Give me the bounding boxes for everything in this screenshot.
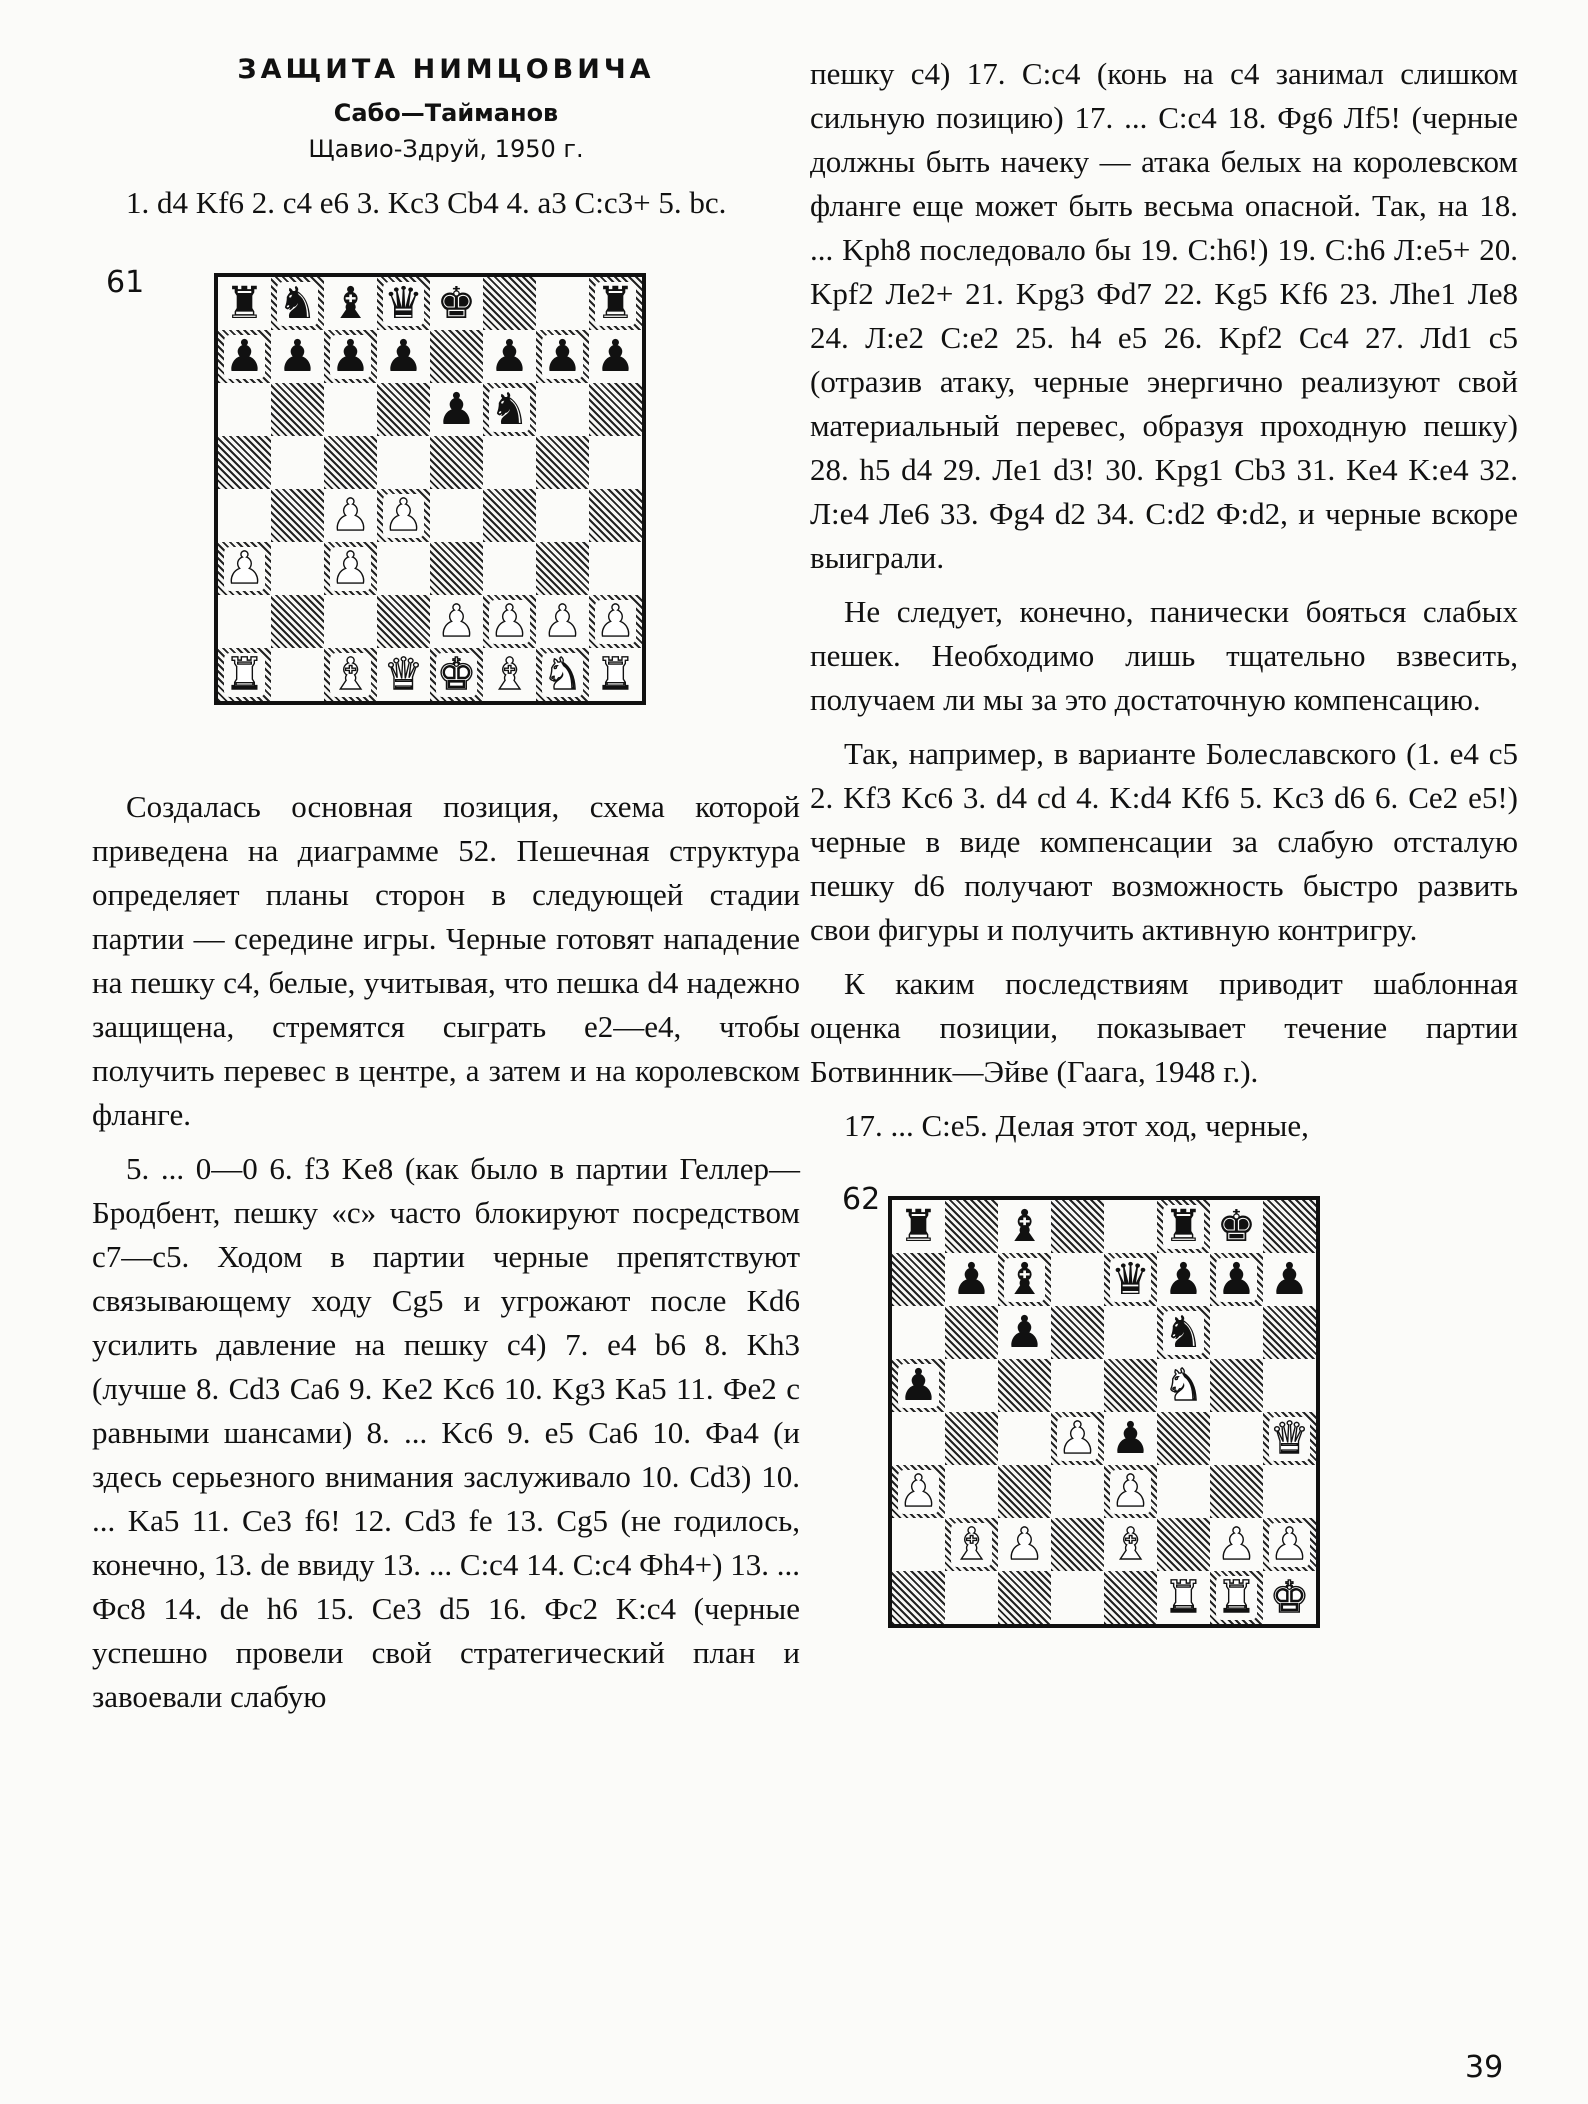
board-square xyxy=(483,489,536,542)
board-square xyxy=(1263,1518,1316,1571)
chess-board xyxy=(214,273,646,705)
board-square xyxy=(271,383,324,436)
board-square xyxy=(483,330,536,383)
board-square xyxy=(1051,1518,1104,1571)
board-square xyxy=(1104,1359,1157,1412)
white-knight-icon: ♞ xyxy=(1163,1359,1204,1411)
board-square xyxy=(1210,1253,1263,1306)
board-square xyxy=(945,1200,998,1253)
white-bishop-icon: ♝ xyxy=(1110,1518,1151,1570)
black-pawn-icon: ♟ xyxy=(330,330,371,382)
board-square xyxy=(1104,1306,1157,1359)
board-square xyxy=(1157,1306,1210,1359)
board-square xyxy=(1263,1571,1316,1624)
board-square xyxy=(1051,1465,1104,1518)
board-square xyxy=(218,277,271,330)
black-pawn-icon: ♟ xyxy=(224,330,265,382)
board-square xyxy=(1263,1306,1316,1359)
board-square xyxy=(1263,1412,1316,1465)
board-square xyxy=(536,489,589,542)
board-square xyxy=(589,542,642,595)
board-square xyxy=(1157,1200,1210,1253)
board-square xyxy=(1210,1518,1263,1571)
board-square xyxy=(218,489,271,542)
black-rook-icon: ♜ xyxy=(898,1200,939,1252)
board-square xyxy=(377,542,430,595)
page-number: 39 xyxy=(1465,2050,1504,2085)
board-square xyxy=(271,277,324,330)
board-square xyxy=(1263,1465,1316,1518)
white-queen-icon: ♛ xyxy=(1269,1412,1310,1464)
white-pawn-icon: ♟ xyxy=(1004,1518,1045,1570)
board-square xyxy=(998,1465,1051,1518)
white-pawn-icon: ♟ xyxy=(489,595,530,647)
black-pawn-icon: ♟ xyxy=(489,330,530,382)
black-queen-icon: ♛ xyxy=(1110,1253,1151,1305)
white-pawn-icon: ♟ xyxy=(330,489,371,541)
chapter-title: ЗАЩИТА НИМЦОВИЧА xyxy=(237,54,655,85)
board-square xyxy=(589,436,642,489)
white-rook-icon: ♜ xyxy=(224,648,265,700)
board-square xyxy=(430,595,483,648)
board-square xyxy=(536,648,589,701)
white-pawn-icon: ♟ xyxy=(595,595,636,647)
board-square xyxy=(536,542,589,595)
board-square xyxy=(892,1200,945,1253)
board-square xyxy=(536,330,589,383)
white-bishop-icon: ♝ xyxy=(951,1518,992,1570)
board-square xyxy=(998,1571,1051,1624)
white-pawn-icon: ♟ xyxy=(542,595,583,647)
board-square xyxy=(1263,1359,1316,1412)
board-square xyxy=(377,330,430,383)
diagram-number: 62 xyxy=(842,1182,881,1217)
board-square xyxy=(536,436,589,489)
black-rook-icon: ♜ xyxy=(1163,1200,1204,1252)
black-pawn-icon: ♟ xyxy=(1216,1253,1257,1305)
diagram-61 xyxy=(92,265,800,731)
diagram-number: 61 xyxy=(106,265,145,300)
board-square xyxy=(377,277,430,330)
board-square xyxy=(218,595,271,648)
white-rook-icon: ♜ xyxy=(595,648,636,700)
board-square xyxy=(536,383,589,436)
board-square xyxy=(218,648,271,701)
black-pawn-icon: ♟ xyxy=(383,330,424,382)
board-square xyxy=(218,436,271,489)
board-square xyxy=(536,277,589,330)
white-king-icon: ♚ xyxy=(1269,1571,1310,1623)
black-pawn-icon: ♟ xyxy=(542,330,583,382)
board-square xyxy=(892,1412,945,1465)
board-square xyxy=(483,277,536,330)
board-square xyxy=(1157,1412,1210,1465)
black-queen-icon: ♛ xyxy=(383,277,424,329)
board-square xyxy=(324,383,377,436)
board-square xyxy=(1210,1465,1263,1518)
board-square xyxy=(945,1465,998,1518)
black-knight-icon: ♞ xyxy=(489,383,530,435)
board-square xyxy=(1210,1571,1263,1624)
board-square xyxy=(430,648,483,701)
board-square xyxy=(536,595,589,648)
board-square xyxy=(589,330,642,383)
board-square xyxy=(1104,1253,1157,1306)
board-square xyxy=(324,595,377,648)
board-square xyxy=(1104,1465,1157,1518)
board-square xyxy=(483,595,536,648)
black-knight-icon: ♞ xyxy=(277,277,318,329)
white-pawn-icon: ♟ xyxy=(898,1465,939,1517)
paragraph: К каким последствиям приводит шаблонная оценка позиции, показывает течение партии Ботвинник—Эйве (Гаага, 1948 г.). xyxy=(810,966,1518,1089)
board-square xyxy=(483,648,536,701)
white-pawn-icon: ♟ xyxy=(1269,1518,1310,1570)
black-pawn-icon: ♟ xyxy=(277,330,318,382)
paragraph: пешку c4) 17. C:c4 (конь на c4 занимал слишком сильную позицию) 17. ... C:c4 18. Фg6 Лf5! (черные должны быть начеку — атака белых на королевском фланге еще может быть весьма опасной. Так, на 18. ... Kph8 последовало бы 19. C:h6!) 19. C:h6 Л:e5+ 20. Kpf2 Лe2+ 21. Kpg3 Фd7 22. Kg5 Kf6 23. Лhe1 Лe8 24. Л:e2 C:e2 25. h4 e5 26. Kpf2 Cc4 27. Лd1 c5 (отразив атаку, черные энергично реализуют свой материальный перевес, образуя проходную пешку) 28. h5 d4 29. Лe1 d3! 30. Kpg1 Cb3 31. Ke4 K:e4 32. Л:e4 Лe6 33. Фg4 d2 34. C:d2 Ф:d2, и черные вскоре выиграли. xyxy=(810,56,1518,575)
board-square xyxy=(430,436,483,489)
board-square xyxy=(1263,1200,1316,1253)
black-pawn-icon: ♟ xyxy=(595,330,636,382)
opening-moves: 1. d4 Kf6 2. c4 e6 3. Kc3 Cb4 4. a3 C:c3+ 5. bc. xyxy=(126,185,727,220)
black-pawn-icon: ♟ xyxy=(1004,1306,1045,1358)
board-square xyxy=(1157,1359,1210,1412)
board-square xyxy=(589,595,642,648)
black-pawn-icon: ♟ xyxy=(898,1359,939,1411)
white-bishop-icon: ♝ xyxy=(330,648,371,700)
white-bishop-icon: ♝ xyxy=(489,648,530,700)
black-knight-icon: ♞ xyxy=(1163,1306,1204,1358)
white-rook-icon: ♜ xyxy=(1163,1571,1204,1623)
board-square xyxy=(892,1465,945,1518)
board-square xyxy=(1104,1412,1157,1465)
board-square xyxy=(218,383,271,436)
board-square xyxy=(945,1253,998,1306)
paragraph: Не следует, конечно, панически бояться слабых пешек. Необходимо лишь тщательно взвесить, получаем ли мы за это достаточную компенсацию. xyxy=(810,594,1518,717)
board-square xyxy=(998,1253,1051,1306)
board-square xyxy=(945,1359,998,1412)
board-square xyxy=(430,277,483,330)
board-square xyxy=(1157,1253,1210,1306)
black-pawn-icon: ♟ xyxy=(1163,1253,1204,1305)
black-pawn-icon: ♟ xyxy=(951,1253,992,1305)
black-king-icon: ♚ xyxy=(436,277,477,329)
board-square xyxy=(1051,1359,1104,1412)
right-column xyxy=(810,52,1518,1702)
board-square xyxy=(430,489,483,542)
board-square xyxy=(271,330,324,383)
left-column xyxy=(92,52,800,1729)
board-square xyxy=(589,277,642,330)
board-square xyxy=(998,1518,1051,1571)
board-square xyxy=(324,330,377,383)
board-square xyxy=(271,648,324,701)
board-square xyxy=(324,436,377,489)
board-square xyxy=(945,1306,998,1359)
board-square xyxy=(377,436,430,489)
game-players: Сабо—Тайманов xyxy=(333,99,559,127)
board-square xyxy=(1210,1200,1263,1253)
paragraph: Так, например, в варианте Болеславского (1. e4 c5 2. Kf3 Kc6 3. d4 cd 4. K:d4 Kf6 5. Kc3 d6 6. Ce2 e5!) черные в виде компенсации за слабую отсталую пешку d6 получают возможность быстро развить свои фигуры и получить активную контригру. xyxy=(810,736,1518,947)
board-square xyxy=(271,489,324,542)
board-square xyxy=(589,489,642,542)
board-square xyxy=(1051,1200,1104,1253)
paragraph: 5. ... 0—0 6. f3 Ke8 (как было в партии Геллер—Бродбент, пешку «c» часто блокируют посредством c7—c5. Ходом в партии черные препятствуют связывающему ходу Cg5 и угрожают после Kd6 усилить давление на пешку c4) 7. e4 b6 8. Kh3 (лучше 8. Cd3 Ca6 9. Ke2 Kc6 10. Kg3 Ka5 11. Фe2 с равными шансами) 8. ... Kc6 9. e5 Ca6 10. Фa4 (и здесь серьезного внимания заслуживало 10. Cd3) 10. ... Ka5 11. Ce3 f6! 12. Cd3 fe 13. Cg5 (не годилось, конечно, 13. de ввиду 13. ... C:c4 14. C:c4 Фh4+) 13. ... Фc8 14. de h6 15. Ce3 d5 16. Фc2 K:c4 (черные успешно провели свой стратегический план и завоевали слабую xyxy=(92,1151,800,1714)
board-square xyxy=(377,383,430,436)
board-square xyxy=(483,436,536,489)
board-square xyxy=(271,436,324,489)
board-square xyxy=(324,489,377,542)
board-square xyxy=(1051,1412,1104,1465)
board-square xyxy=(1104,1200,1157,1253)
white-pawn-icon: ♟ xyxy=(330,542,371,594)
board-square xyxy=(218,330,271,383)
board-square xyxy=(483,383,536,436)
board-square xyxy=(1051,1253,1104,1306)
board-square xyxy=(998,1306,1051,1359)
board-square xyxy=(892,1359,945,1412)
paragraph: 17. ... C:e5. Делая этот ход, черные, xyxy=(844,1108,1309,1143)
board-square xyxy=(1210,1306,1263,1359)
white-pawn-icon: ♟ xyxy=(224,542,265,594)
board-square xyxy=(1051,1571,1104,1624)
board-square xyxy=(1157,1465,1210,1518)
paragraph: Создалась основная позиция, схема которой приведена на диаграмме 52. Пешечная структура определяет планы сторон в следующей стадии партии — середине игры. Черные готовят нападение на пешку c4, белые, учитывая, что пешка d4 надежно защищена, стремятся сыграть e2—e4, чтобы получить перевес в центре, а затем и на королевском фланге. xyxy=(92,789,800,1132)
black-bishop-icon: ♝ xyxy=(1004,1200,1045,1252)
board-square xyxy=(998,1359,1051,1412)
board-square xyxy=(1263,1253,1316,1306)
board-square xyxy=(218,542,271,595)
board-square xyxy=(892,1518,945,1571)
board-square xyxy=(1104,1571,1157,1624)
board-square xyxy=(430,542,483,595)
board-square xyxy=(945,1518,998,1571)
black-rook-icon: ♜ xyxy=(595,277,636,329)
board-square xyxy=(892,1253,945,1306)
board-square xyxy=(998,1200,1051,1253)
board-square xyxy=(324,542,377,595)
board-square xyxy=(589,383,642,436)
white-knight-icon: ♞ xyxy=(542,648,583,700)
black-bishop-icon: ♝ xyxy=(1004,1253,1045,1305)
white-pawn-icon: ♟ xyxy=(1110,1465,1151,1517)
board-square xyxy=(377,489,430,542)
white-queen-icon: ♛ xyxy=(383,648,424,700)
board-square xyxy=(1157,1571,1210,1624)
board-square xyxy=(945,1412,998,1465)
board-square xyxy=(1210,1359,1263,1412)
black-pawn-icon: ♟ xyxy=(1110,1412,1151,1464)
board-square xyxy=(1051,1306,1104,1359)
board-square xyxy=(377,648,430,701)
board-square xyxy=(589,648,642,701)
board-square xyxy=(430,383,483,436)
diagram-62 xyxy=(810,1182,1518,1648)
black-pawn-icon: ♟ xyxy=(1269,1253,1310,1305)
board-square xyxy=(945,1571,998,1624)
board-square xyxy=(324,277,377,330)
white-pawn-icon: ♟ xyxy=(383,489,424,541)
white-pawn-icon: ♟ xyxy=(1216,1518,1257,1570)
board-square xyxy=(1210,1412,1263,1465)
board-square xyxy=(483,542,536,595)
board-square xyxy=(892,1306,945,1359)
white-pawn-icon: ♟ xyxy=(1057,1412,1098,1464)
board-square xyxy=(1157,1518,1210,1571)
game-place: Щавио-Здруй, 1950 г. xyxy=(308,135,584,163)
chess-board xyxy=(888,1196,1320,1628)
black-pawn-icon: ♟ xyxy=(436,383,477,435)
board-square xyxy=(271,542,324,595)
white-king-icon: ♚ xyxy=(436,648,477,700)
board-square xyxy=(271,595,324,648)
board-square xyxy=(998,1412,1051,1465)
board-square xyxy=(1104,1518,1157,1571)
board-square xyxy=(430,330,483,383)
white-rook-icon: ♜ xyxy=(1216,1571,1257,1623)
white-pawn-icon: ♟ xyxy=(436,595,477,647)
black-king-icon: ♚ xyxy=(1216,1200,1257,1252)
board-square xyxy=(324,648,377,701)
black-bishop-icon: ♝ xyxy=(330,277,371,329)
board-square xyxy=(377,595,430,648)
board-square xyxy=(892,1571,945,1624)
black-rook-icon: ♜ xyxy=(224,277,265,329)
